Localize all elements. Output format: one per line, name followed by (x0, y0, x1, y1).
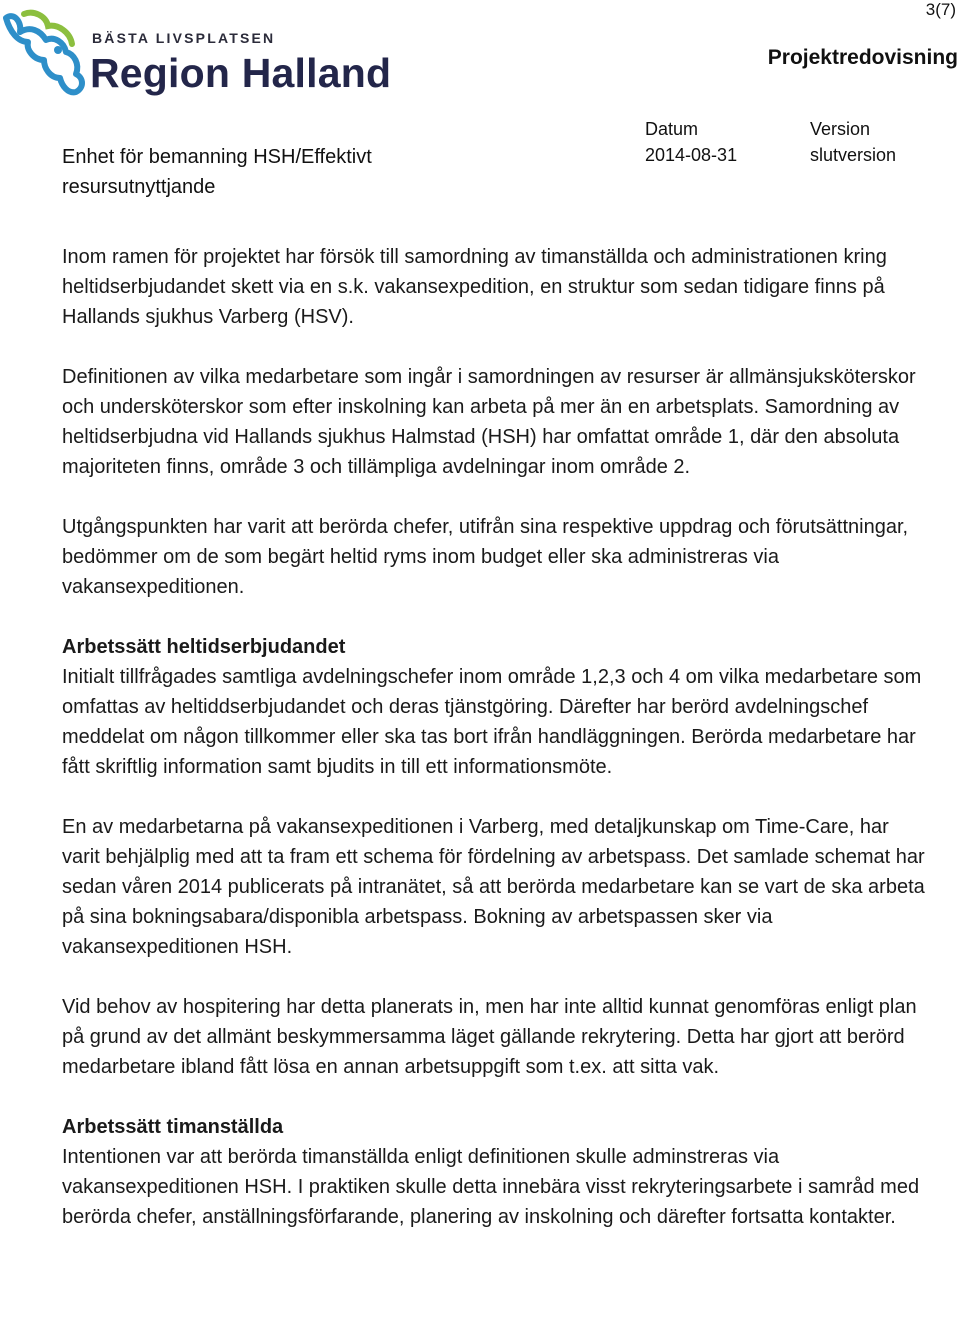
paragraph-2: Definitionen av vilka medarbetare som ingår i samordningen av resurser är allmänsjuksköterskor och undersköterskor som efter inskolning kan arbeta på mer än en arbetsplats. Samordning av heltidserbjudna vid Hallands sjukhus Halmstad (HSH) har omfattat område 1, där den absoluta majoriteten finns, område 3 och tillämpliga avdelningar inom område 2. (62, 366, 916, 478)
version-value: slutversion (810, 145, 897, 165)
datum-value: 2014-08-31 (645, 145, 738, 165)
datum-block (645, 116, 737, 168)
paragraph-5: En av medarbetarna på vakansexpeditionen i Varberg, med detaljkunskap om Time-Care, har varit behjälplig med att ta fram ett schema för fördelning av arbetspass. Det samlade schemat har sedan våren 2014 publicerats på intranätet, så att berörda medarbetare kan se vart de ska arbeta på sina bokningsabara/disponibla arbetspass. Bokning av arbetspassen sker via vakansexpeditionen HSH. (62, 816, 925, 958)
page-number: 3(7) (925, 0, 956, 19)
paragraph-4: Initialt tillfrågades samtliga avdelningschefer inom område 1,2,3 och 4 om vilka medarbetare som omfattas av heltiddserbjudandet och deras tjänstgöring. Därefter har berörd avdelningschef meddelat om någon tillkommer eller ska tas bort ifrån handläggningen. Berörda medarbetare har fått skriftlig information samt bjudits in till ett informationsmöte. (62, 666, 922, 778)
paragraph-3: Utgångspunkten har varit att berörda chefer, utifrån sina respektive uppdrag och förutsättningar, bedömmer om de som begärt heltid ryms inom budget eller ska administreras via vakansexpeditionen. (62, 516, 909, 598)
version-block (810, 116, 896, 168)
document-type: Projektredovisning (767, 46, 958, 69)
document-body (62, 242, 932, 1262)
heading-timanstallda: Arbetssätt timanställda (62, 1116, 284, 1138)
paragraph-7: Intentionen var att berörda timanställda enligt definitionen skulle adminstreras via vakansexpeditionen HSH. I praktiken skulle detta innebära visst rekryteringsarbete i samråd med berörda chefer, anställningsförfarande, planering av inskolning och därefter fortsatta kontakter. (62, 1146, 920, 1228)
paragraph-6: Vid behov av hospitering har detta planerats in, men har inte alltid kunnat genomföras enligt plan på grund av det allmänt beskymmersamma läget gällande rekrytering. Detta har gjort att berörd medarbetare ibland fått lösa en annan arbetsuppgift som t.ex. att sitta vak. (62, 996, 917, 1078)
logo-name: Region Halland (90, 50, 392, 96)
logo-tagline: BÄSTA LIVSPLATSEN (92, 30, 276, 46)
version-label: Version (810, 119, 871, 139)
logo-mark-blue (6, 16, 82, 92)
datum-label: Datum (645, 119, 699, 139)
paragraph-1: Inom ramen för projektet har försök till samordning av timanställda och administrationen kring heltidserbjudandet skett via en s.k. vakansexpedition, en struktur som sedan tidigare finns på Hallands sjukhus Varberg (HSV). (62, 246, 887, 328)
heading-heltidserbjudandet: Arbetssätt heltidserbjudandet (62, 636, 346, 658)
unit-name: Enhet för bemanning HSH/Effektivt resursutnyttjande (62, 146, 372, 198)
